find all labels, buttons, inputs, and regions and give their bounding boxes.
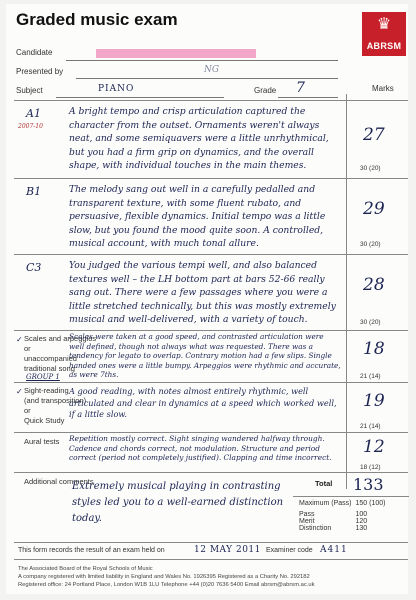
examiner-comment: You judged the various tempi well, and also balanced textures well – the LH bottom part at bars 52-66 really sang out. There were a few passages where you were a little stretched technically, but this was mostly extremely musical and well-delivered, with a variety of touch. — [69, 260, 336, 326]
section-code: C3 — [26, 261, 42, 274]
logo-text: ABRSM — [366, 41, 402, 51]
merit-row — [297, 518, 387, 525]
section-mark: 28 — [363, 275, 385, 295]
examiner-code-label: Examiner code — [266, 547, 313, 554]
examiner-comment: A bright tempo and crisp articulation captured the character from the outset. Ornaments weren't always neat, and some semiquavers were a little unrhythmical, but you had a firm grip on dynamics, and the overall shape, with individual touches in the main themes. — [69, 106, 329, 172]
subject-label: Subject — [16, 86, 43, 95]
section-mark: 18 — [363, 339, 385, 359]
total-label: Total — [315, 479, 333, 488]
subject-value: PIANO — [98, 84, 135, 94]
section-mark: 19 — [363, 391, 385, 411]
section-max: 18 (12) — [360, 464, 381, 471]
total-value: 133 — [353, 475, 384, 494]
section-max: 30 (20) — [360, 319, 381, 326]
pass-row — [297, 511, 387, 518]
section-mark: 27 — [363, 125, 385, 145]
section-mark: 29 — [363, 199, 385, 219]
candidate-label: Candidate — [16, 48, 53, 57]
abrsm-logo — [362, 12, 406, 56]
total-row — [297, 475, 405, 493]
grade-label: Grade — [254, 86, 277, 95]
presented-by-line — [76, 78, 338, 79]
section-scales — [14, 330, 408, 383]
section-mark: 12 — [363, 437, 385, 457]
aural-label: Aural tests — [24, 437, 60, 446]
section-max: 21 (14) — [360, 423, 381, 430]
distinction-value: 130 — [355, 525, 368, 532]
record-text: This form records the result of an exam held on — [18, 547, 165, 554]
section-aural — [14, 432, 408, 473]
marks-heading: Marks — [372, 84, 394, 93]
scales-label: Scales and arpeggios or unaccompanied traditional song — [24, 334, 97, 373]
candidate-redaction — [96, 49, 256, 58]
section-c3 — [14, 254, 408, 331]
merit-value: 120 — [355, 518, 368, 525]
additional-comments-label: Additional comments — [24, 477, 94, 486]
section-max: 21 (14) — [360, 373, 381, 380]
distinction-row — [297, 525, 387, 532]
crown-icon: ♛ — [376, 16, 392, 33]
section-sight-reading — [14, 382, 408, 433]
check-mark-icon: ✓ — [16, 387, 23, 396]
footer-line-2: A company registered with limited liability in England and Wales No. 1926395 Registered as a Charity No. 292182 — [18, 574, 310, 580]
section-max: 30 (20) — [360, 241, 381, 248]
pass-label: Pass — [299, 511, 315, 518]
section-b1 — [14, 178, 408, 255]
section-code: B1 — [26, 185, 42, 198]
totals-divider — [293, 496, 409, 497]
section-code: A1 — [26, 107, 41, 120]
examiner-comment: The melody sang out well in a carefully pedalled and transparent texture, with some fluent rubato, and persuasive, flexible dynamics. Initial tempo was a little slow, but you found the mood quite soon. A controlled, musical account, with much tonal allure. — [69, 184, 326, 250]
grade-line — [278, 97, 338, 98]
side-note: 2007-10 — [18, 123, 43, 130]
examiner-code: A411 — [320, 545, 348, 555]
pass-value: 100 — [355, 511, 368, 518]
max-value: 150 (100) — [355, 500, 386, 507]
check-mark-icon: ✓ — [16, 335, 23, 344]
max-label: Maximum (Pass) — [299, 500, 352, 507]
record-row — [14, 542, 408, 560]
grade-value: 7 — [296, 80, 305, 96]
merit-label: Merit — [299, 518, 315, 525]
examiner-comment: Scales were taken at a good speed, and contrasted articulation were well defined, though not always what was requested. There was a tendency for legato to overlap. Contrary motion had a few slips. Single handed ones were a little bumpy. Arpeggios were rhythmic and accurate, as were 7ths. — [69, 332, 341, 380]
candidate-line — [66, 60, 338, 61]
examiner-comment: A good reading, with notes almost entirely rhythmic, well articulated and clear in dynamics at a speed which worked well, if a little slow. — [69, 386, 337, 419]
presented-by-label: Presented by — [16, 67, 64, 76]
additional-comment: Extremely musical playing in contrasting styles led you to a well-earned distinction today. — [72, 481, 284, 524]
thresholds-table — [297, 500, 387, 532]
subject-line — [56, 97, 224, 98]
distinction-label: Distinction — [299, 525, 332, 532]
max-row — [297, 500, 387, 507]
section-a1 — [14, 100, 408, 179]
sight-reading-label: Sight-reading (and transposition) or Quick Study — [24, 386, 87, 425]
presented-by-value: NG — [204, 65, 220, 75]
examiner-comment: Repetition mostly correct. Sight singing wandered halfway through. Cadence and chords correct, not modulation. Structure and period correct (period not completely justified). Clapping and time incorrect. — [69, 434, 332, 463]
form-title: Graded music exam — [16, 10, 178, 29]
section-max: 30 (20) — [360, 165, 381, 172]
scales-group: GROUP 1 — [26, 373, 60, 381]
footer-line-1: The Associated Board of the Royal Schools of Music — [18, 566, 153, 572]
exam-date: 12 MAY 2011 — [194, 545, 261, 555]
footer-line-3: Registered office: 24 Portland Place, London W1B 1LU Telephone +44 (0)20 7636 5400 Email abrsm@abrsm.ac.uk — [18, 582, 315, 588]
report-form — [6, 4, 408, 594]
